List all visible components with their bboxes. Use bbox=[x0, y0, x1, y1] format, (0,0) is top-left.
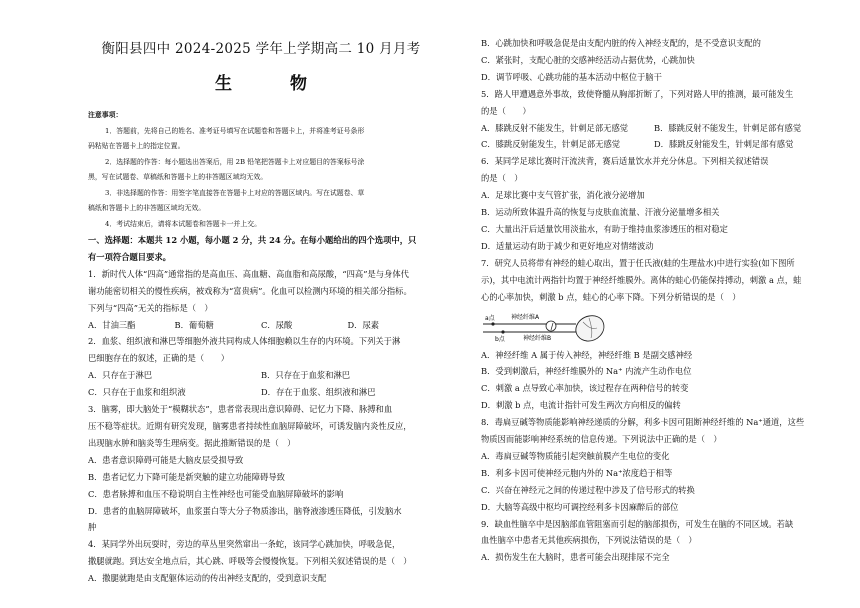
option-b: B．患者记忆力下降可能是新突触的建立功能障碍导致 bbox=[88, 471, 285, 482]
fiber-b-label: 神经纤维B bbox=[523, 334, 552, 342]
section-heading-line: 有一项符合题目要求。 bbox=[88, 251, 171, 262]
question-4-continued bbox=[481, 35, 827, 86]
option-row bbox=[481, 136, 827, 153]
subject-title: 生 物 bbox=[215, 74, 333, 94]
option-d: D．调节呼吸、心跳功能的基本活动中枢位于脑干 bbox=[481, 71, 662, 82]
question-text: 7．研究人员将带有神经的蛙心取出，置于任氏液(蛙的生理盐水)中进行实验(如下图所 bbox=[481, 257, 795, 268]
option-c: C．尿酸 bbox=[261, 319, 293, 330]
question-text: 4．某同学外出玩耍时，旁边的草丛里突然窜出一条蛇，该同学心跳加快，呼吸急促， bbox=[88, 539, 401, 550]
option-b: B．葡萄糖 bbox=[174, 319, 214, 330]
question-2 bbox=[88, 333, 434, 401]
notice-line: 稿纸和答题卡上的非答题区域均无效。 bbox=[88, 204, 206, 212]
point-a-dot bbox=[491, 322, 494, 325]
option-d: D．存在于血浆、组织液和淋巴 bbox=[261, 387, 376, 398]
notice-line: 2．选择题的作答：每小题选出答案后，用 2B 铅笔把答题卡上对应题目的答案标号涂 bbox=[105, 157, 365, 166]
notice-line: 3．非选择题的作答：用签字笔直接答在答题卡上对应的答题区域内。写在试题卷、草 bbox=[105, 188, 365, 197]
question-text: 心的心率加快，刺激 b 点，蛙心的心率下降。下列分析错误的是（ ） bbox=[481, 291, 741, 302]
option-row bbox=[88, 367, 434, 384]
option-b: B．只存在于血浆和淋巴 bbox=[261, 370, 351, 381]
question-9 bbox=[481, 516, 827, 567]
question-5 bbox=[481, 86, 827, 154]
option-c: C．大量出汗后适量饮用淡盐水，有助于维持血浆渗透压的相对稳定 bbox=[481, 223, 728, 234]
question-text: 1．新时代人体“四高”通常指的是高血压、高血糖、高血脂和高尿酸，“四高”是与身体代 bbox=[88, 268, 409, 279]
option-a: A．足球比赛中支气管扩张，消化液分泌增加 bbox=[481, 190, 645, 201]
option-row bbox=[481, 120, 827, 137]
question-text: 谢功能密切相关的慢性疾病，被戏称为“富贵病”。化血可以检测内环境的相关部分指标。 bbox=[88, 285, 412, 296]
question-text: 8．毒扁豆碱等物质能影响神经递质的分解，利多卡因可阻断神经纤维的 Na⁺通道，这些 bbox=[481, 417, 805, 428]
option-row bbox=[88, 317, 434, 334]
question-text: 的是（ ） bbox=[481, 173, 523, 184]
right-column bbox=[481, 35, 827, 566]
option-d: D．患者的血脑屏障破坏，血浆蛋白等大分子物质渗出，脑脊液渗透压降低，引发脑水 bbox=[88, 505, 402, 516]
option-a: A．膝跳反射不能发生，针刺足部无感觉 bbox=[481, 122, 629, 133]
point-b-dot bbox=[501, 330, 504, 333]
question-text: 血性脑卒中患者无其他疾病损伤，下列说法错误的是（ ） bbox=[481, 535, 697, 546]
section-heading-line: 一、选择题：本题共 12 小题，每小题 2 分，共 24 分。在每小题给出的四个选项中，只 bbox=[88, 235, 417, 245]
question-text: 出现脑水肿和脑炎等生理病变。据此推断错误的是（ ） bbox=[88, 437, 296, 448]
notice-heading: 注意事项： bbox=[88, 111, 123, 119]
option-d: D．膝跳反射能发生，针刺足部有感觉 bbox=[654, 139, 794, 150]
option-c: C．刺激 a 点导致心率加快，该过程存在两种信号的转变 bbox=[481, 383, 689, 394]
notice-line: 1．答题前，先将自己的姓名、准考证号填写在试题卷和答题卡上，并将准考证号条形 bbox=[105, 126, 365, 135]
question-text: 5．路人甲遭遇意外事故，致使脊髓从胸部折断了，下列对路人甲的推测，最可能发生 bbox=[481, 88, 794, 99]
notice-line: 4．考试结束后，请将本试题卷和答题卡一并上交。 bbox=[105, 219, 261, 228]
frog-heart-diagram bbox=[481, 308, 827, 344]
option-d-cont: 肿 bbox=[88, 522, 97, 533]
left-column bbox=[88, 0, 434, 587]
option-c: C．紧张时，支配心脏的交感神经活动占据优势，心跳加快 bbox=[481, 54, 695, 65]
question-text: 压不稳等症状。近期有研究发现，脑雾患者持续性血脑屏障破坏，可诱发脑内炎性反应， bbox=[88, 420, 412, 431]
question-text: 6．某同学足球比赛时汗流浃背，赛后适量饮水并充分休息。下列相关叙述错误 bbox=[481, 156, 769, 167]
question-7 bbox=[481, 255, 827, 414]
option-c: C．只存在于血浆和组织液 bbox=[88, 387, 186, 398]
question-text: 巴细胞存在的叙述，正确的是（ ） bbox=[88, 353, 230, 364]
notice-line: 黑，写在试题卷、草稿纸和答题卡上的非答题区域均无效。 bbox=[88, 173, 268, 181]
point-a-label: a点 bbox=[485, 314, 495, 322]
question-1 bbox=[88, 266, 434, 334]
option-d: D．刺激 b 点，电流计指针可发生两次方向相反的偏转 bbox=[481, 400, 681, 411]
question-text: 2．血浆、组织液和淋巴等细胞外液共同构成人体细胞赖以生存的内环境。下列关于淋 bbox=[88, 336, 401, 347]
exam-title: 衡阳县四中 2024-2025 学年上学期高二 10 月月考 bbox=[101, 41, 421, 57]
frog-heart-icon bbox=[576, 315, 604, 340]
question-4 bbox=[88, 536, 434, 587]
option-a: A．甘油三酯 bbox=[88, 319, 136, 330]
question-text: 示)，其中电流计两指针均置于神经纤维膜外。离体的蛙心仍能保持搏动，刺激 a 点，蛙 bbox=[481, 274, 802, 285]
question-text: 3．脑雾，即大脑处于“模糊状态”，患者常表现出意识障碍、记忆力下降、脉搏和血 bbox=[88, 404, 393, 415]
question-8 bbox=[481, 414, 827, 515]
option-b: B．心跳加快和呼吸急促是由支配内脏的传入神经支配的，是不受意识支配的 bbox=[481, 38, 761, 48]
option-a: A．损伤发生在大脑时，患者可能会出现排尿不完全 bbox=[481, 552, 670, 563]
option-d: D．大脑等高级中枢均可调控经利多卡因麻醉后的部位 bbox=[481, 501, 679, 512]
question-text: 物质因而能影响神经系统的信息传递。下列说法中正确的是（ ） bbox=[481, 434, 722, 445]
question-text: 的是（ ） bbox=[481, 105, 531, 116]
option-row bbox=[88, 384, 434, 401]
option-b: B．利多卡因可使神经元胞内外的 Na⁺浓度趋于相等 bbox=[481, 467, 673, 478]
frog-heart-figure bbox=[481, 308, 827, 344]
option-c: C．膝跳反射能发生，针刺足部无感觉 bbox=[481, 139, 621, 150]
notice-block bbox=[88, 108, 434, 232]
option-a: A．患者意识障碍可能是大脑皮层受损导致 bbox=[88, 454, 244, 465]
question-6 bbox=[481, 153, 827, 254]
option-a: A．神经纤维 A 属于传入神经，神经纤维 B 是副交感神经 bbox=[481, 349, 693, 360]
option-d: D．适量运动有助于减少和更好地应对情绪波动 bbox=[481, 240, 654, 251]
question-text: 9．缺血性脑卒中是因脑部血管阻塞而引起的脑部损伤，可发生在脑的不同区域。若缺 bbox=[481, 518, 794, 529]
option-c: C．患者脉搏和血压不稳说明自主性神经也可能受血脑屏障破坏的影响 bbox=[88, 488, 344, 499]
question-3 bbox=[88, 401, 434, 536]
option-b: B．运动所致体温升高的恢复与皮肤血流量、汗液分泌量增多相关 bbox=[481, 207, 720, 218]
option-b: B．受到刺激后，神经纤维膜外的 Na⁺ 内流产生动作电位 bbox=[481, 366, 692, 377]
option-d: D．尿素 bbox=[347, 319, 380, 330]
option-b: B．膝跳反射不能发生，针刺足部有感觉 bbox=[654, 122, 802, 133]
option-a: A．撒腿就跑是由支配躯体运动的传出神经支配的，受到意识支配 bbox=[88, 573, 327, 584]
question-text: 撒腿就跑。到达安全地点后，其心跳、呼吸等会慢慢恢复。下列相关叙述错误的是（ ） bbox=[88, 556, 412, 567]
section-heading bbox=[88, 232, 434, 266]
notice-line: 码粘贴在答题卡上的指定位置。 bbox=[88, 142, 185, 150]
point-b-label: b点 bbox=[495, 335, 505, 343]
option-a: A．只存在于淋巴 bbox=[88, 370, 153, 381]
question-text: 下列与“四高”无关的指标是（ ） bbox=[88, 302, 213, 313]
fiber-a-label: 神经纤维A bbox=[511, 313, 540, 321]
option-c: C．兴奋在神经元之间的传递过程中涉及了信号形式的转换 bbox=[481, 484, 695, 495]
option-a: A．毒扁豆碱等物质能引起突触前膜产生电位的变化 bbox=[481, 450, 670, 461]
